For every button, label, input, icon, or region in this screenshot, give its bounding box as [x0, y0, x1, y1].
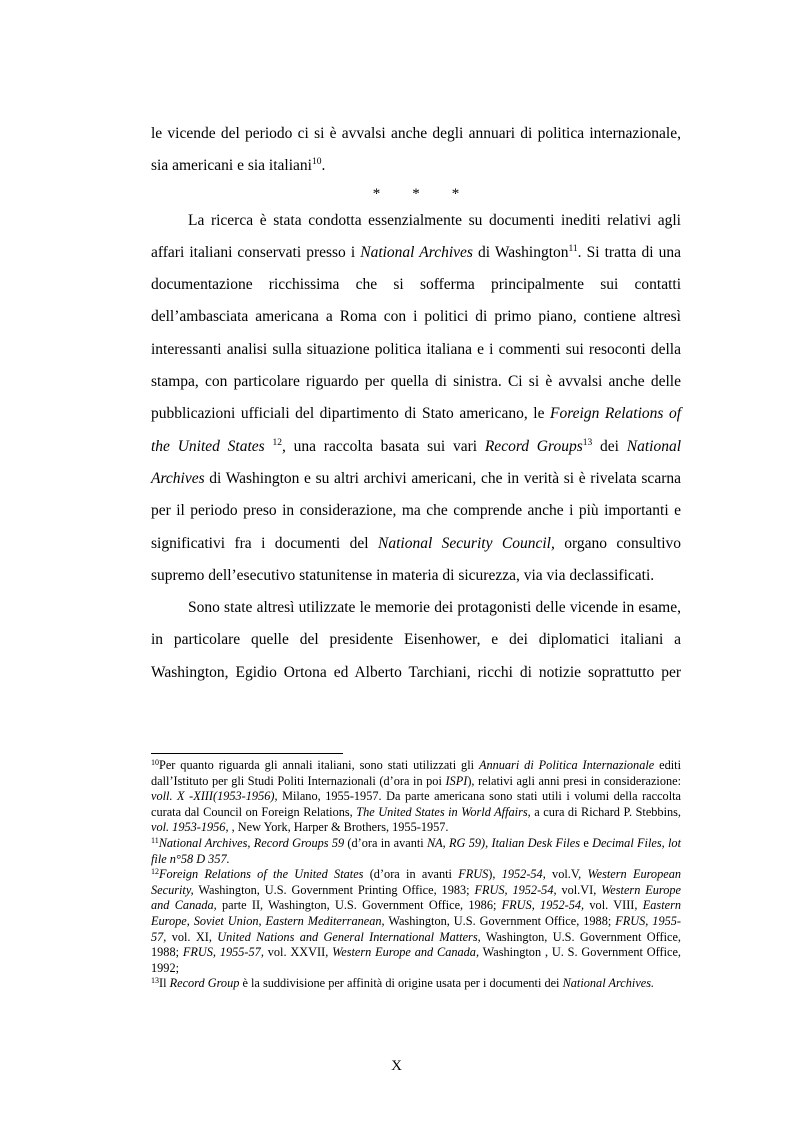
footnote-italic: vol. 1953-1956,: [151, 820, 229, 835]
footnote-text: Washington , U. S. Government Office, 1992;: [151, 945, 681, 975]
footnote-italic: FRUS, 1952-54,: [474, 882, 557, 897]
footnote-text: ),: [488, 867, 502, 882]
footnote-text: editi dall’Istituto per gli Studi Politi Internazionali (d’ora in poi: [151, 758, 682, 788]
footnote-text: Il: [159, 976, 170, 991]
footnote-ref-12[interactable]: 12: [272, 437, 282, 448]
footnote-text: Milano, 1955-1957. Da parte americana sono stati utili i volumi della raccolta curata dal Council on Foreign Relations,: [151, 789, 681, 819]
footnote-text: e: [580, 835, 593, 850]
footnote-number: 13: [151, 976, 159, 986]
footnote-italic: ISPI: [445, 773, 468, 788]
footnote-text: a cura di Richard P. Stebbins,: [530, 804, 681, 819]
footnote-italic: Western European Security,: [151, 867, 681, 897]
footnote-text: vol. XXVII,: [263, 945, 333, 960]
footnote-text: vol. VIII,: [584, 898, 643, 913]
footnote-number: 12: [151, 867, 159, 877]
separator-asterisk: *: [451, 185, 460, 202]
italic-title: Foreign Relations of the United States: [151, 405, 681, 455]
footnote-number: 11: [151, 835, 159, 845]
section-separator: [151, 183, 681, 205]
footnote-italic: Annuari di Politica Internazionale: [478, 758, 655, 772]
paragraph-text: . Si tratta di una documentazione ricchissima che si sofferma principalmente sui contatti dell’ambasciata americana a Roma con i politici di primo piano, contiene altresì interessanti analisi sulla situazione politica italiana e i commenti sui resoconti della stampa, con particolare riguardo per quella di sinistra. Ci si è avvalsi anche delle pubblicazioni ufficiali del dipartimento di Stato americano, le: [151, 243, 681, 423]
footnote-italic: FRUS, 1955-57,: [151, 913, 681, 944]
paragraph-text: dei: [592, 437, 627, 455]
footnote-text: ), relativi agli anni presi in considerazione:: [467, 773, 681, 788]
paragraph-1: [151, 118, 681, 183]
footnote-italic: Record Group: [169, 976, 240, 991]
footnote-text: Washington, U.S. Government Office, 1988;: [384, 913, 616, 928]
footnote-text: (d’ora in avanti: [344, 835, 427, 850]
separator-asterisk: *: [412, 185, 420, 202]
italic-title: National Archives: [151, 437, 682, 487]
footnote-italic: National Archives.: [562, 976, 655, 991]
footnote-italic: Western Europe and Canada,: [151, 882, 681, 913]
footnote-ref-11[interactable]: 11: [568, 243, 578, 254]
paragraph-text: una raccolta basata sui vari: [285, 437, 485, 455]
main-text: [151, 118, 681, 721]
footnote-italic: FRUS, 1955-57,: [182, 945, 264, 960]
italic-title: Record Groups: [484, 437, 583, 455]
footnote-divider: [151, 753, 343, 754]
footnote-italic: Foreign Relations of the United States: [159, 867, 364, 882]
footnote-italic: National Archives, Record Groups 59: [158, 835, 345, 850]
footnote-text: Washington, U.S. Government Office, 1988;: [151, 929, 681, 960]
footnote-italic: Decimal Files, lot file n°58 D 357.: [151, 835, 681, 866]
footnote-ref-10[interactable]: 10: [311, 157, 322, 168]
footnote-ref-13[interactable]: 13: [582, 437, 593, 448]
paragraph-text: organo consultivo supremo dell’esecutivo statunitense in materia di sicurezza, via via declassificati.: [151, 534, 682, 584]
paragraph-text: le vicende del periodo ci si è avvalsi anche degli annuari di politica internazionale, sia americani e sia italiani: [151, 125, 681, 175]
footnote-10: [151, 758, 681, 836]
paragraph-text: Sono state altresì utilizzate le memorie dei protagonisti delle vicende in esame, in particolare quelle del presidente Eisenhower, e dei diplomatici italiani a Washington, Egidio Ortona ed Alberto Tarchiani, ricchi di notizie soprattutto per: [151, 599, 681, 681]
footnote-italic: Eastern Europe, Soviet Union, Eastern Mediterranean,: [151, 898, 682, 928]
italic-punct: ,: [281, 437, 286, 455]
footnote-italic: NA, RG 59), Italian Desk Files: [426, 835, 581, 850]
footnote-text: parte II, Washington, U.S. Government Office, 1986;: [216, 898, 502, 913]
footnote-13: [151, 976, 681, 992]
footnote-text: è la suddivisione per affinità di origine usata per i documenti dei: [239, 976, 563, 991]
footnote-italic: The United States in World Affairs,: [356, 804, 531, 819]
footnote-italic: FRUS: [458, 867, 489, 882]
italic-title: National Archives: [360, 243, 473, 261]
page-number: X: [391, 1058, 402, 1074]
footnote-italic: FRUS, 1952-54,: [501, 898, 585, 913]
footnote-text: , New York, Harper & Brothers, 1955-1957.: [228, 820, 449, 835]
paragraph-2: [151, 205, 681, 593]
footnote-text: Washington, U.S. Government Printing Office, 1983;: [193, 882, 475, 897]
italic-title: National Security Council,: [378, 534, 555, 552]
separator-asterisk: *: [372, 185, 381, 202]
footnote-italic: Western Europe and Canada,: [332, 945, 480, 960]
footnotes: [151, 758, 681, 992]
footnote-text: vol.VI,: [556, 882, 602, 897]
footnote-number: 10: [151, 758, 159, 767]
footnote-italic: voll. X -XIII(1953-1956),: [151, 789, 278, 804]
footnote-12: [151, 867, 681, 976]
footnote-text: vol. XI,: [166, 929, 218, 944]
footnote-italic: 1952-54,: [501, 867, 546, 882]
footnote-text: Per quanto riguarda gli annali italiani, sono stati utilizzati gli: [159, 758, 479, 772]
paragraph-text: .: [321, 157, 326, 175]
paragraph-text: di Washington: [472, 243, 569, 261]
paragraph-3: [151, 592, 681, 721]
paragraph-text: di Washington e su altri archivi americani, che in verità si è rivelata scarna per il periodo preso in considerazione, ma che comprende anche i più importanti e significativi fra i documenti del: [151, 469, 681, 552]
footnote-text: vol.V,: [545, 867, 588, 882]
paragraph-text: La ricerca è stata condotta essenzialmente su documenti inediti relativi agli affari italiani conservati presso i: [151, 211, 681, 261]
footnote-11: [151, 836, 681, 867]
footnote-italic: United Nations and General International Matters,: [217, 929, 481, 944]
footnote-text: (d’ora in avanti: [363, 867, 459, 882]
